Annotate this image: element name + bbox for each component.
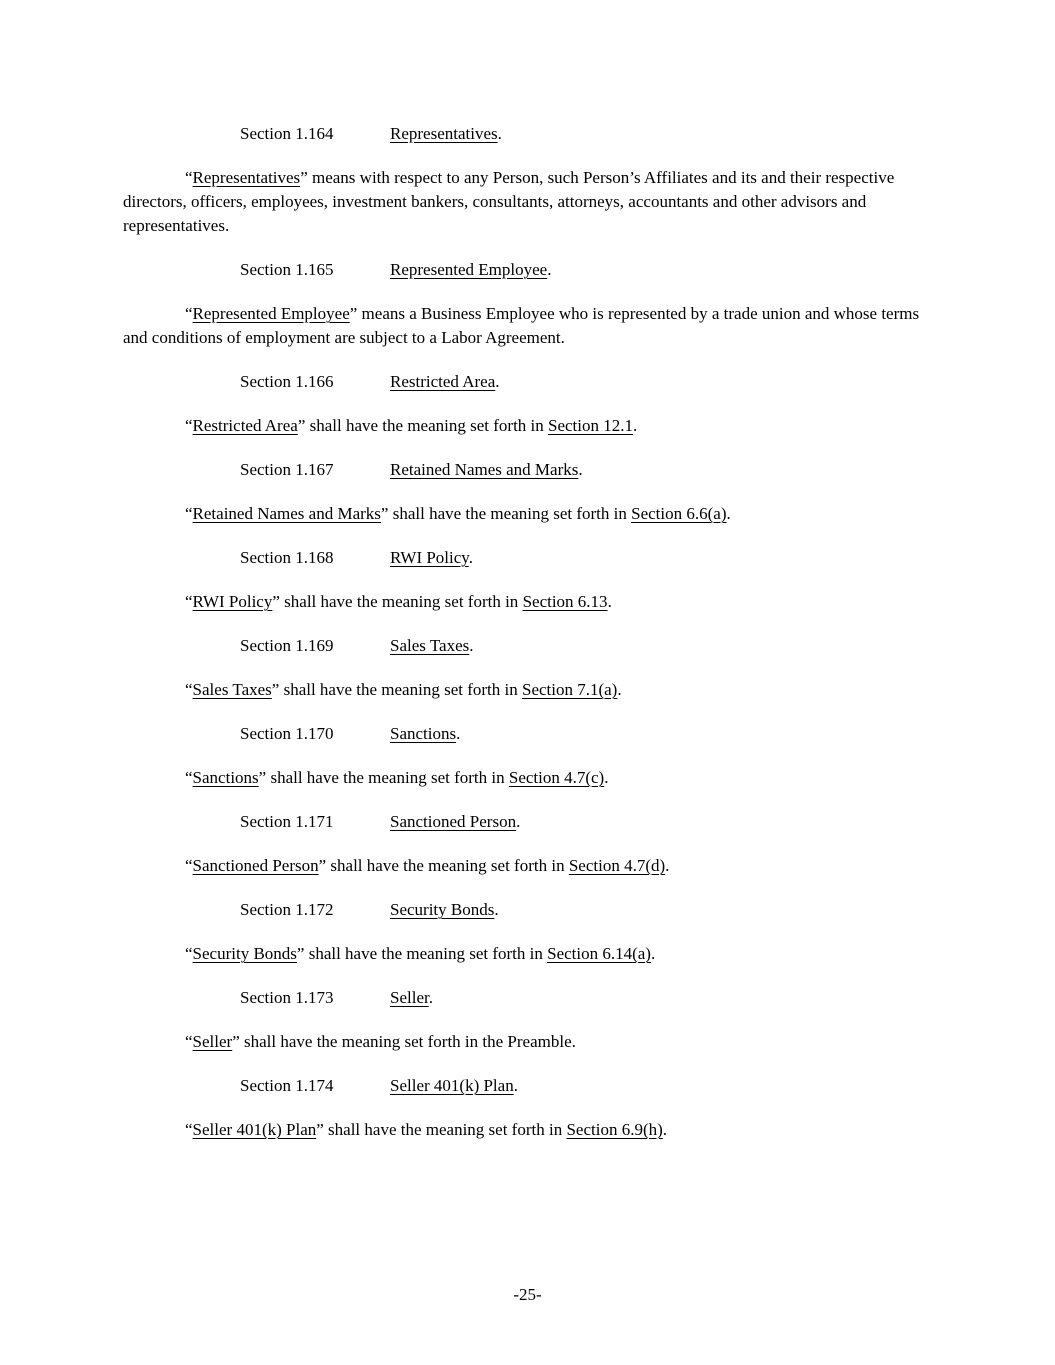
heading-period: . [547,260,552,279]
section-heading [123,898,934,922]
text-run: ” shall have the meaning set forth in [296,944,548,963]
definition-paragraph [123,166,934,238]
text-run: ” shall have the meaning set forth in [318,856,569,875]
defined-term: Restricted Area [192,416,298,435]
section-title: Seller 401(k) Plan [390,1076,514,1095]
text-run: ” shall have the meaning set forth in the Preamble. [232,1032,576,1051]
defined-term: Seller [192,1032,233,1051]
text-run: “ [185,768,193,787]
section-heading [123,258,934,282]
section-heading [123,722,934,746]
heading-period: . [469,636,474,655]
section-number: Section 1.173 [240,988,334,1007]
text-run: “ [185,1032,193,1051]
text-run: ” shall have the meaning set forth in [271,680,522,699]
section-number: Section 1.174 [240,1076,334,1095]
definition-paragraph [123,854,934,878]
section-heading [123,1074,934,1098]
section-title: Sanctioned Person [390,812,517,831]
cross-reference: Section 4.7(c) [508,768,605,787]
definition-paragraph [123,590,934,614]
text-run: . [650,944,656,963]
text-run: “ [185,168,193,187]
page-number: -25- [513,1285,542,1304]
heading-period: . [494,900,499,919]
text-run: . [633,416,638,435]
definition-paragraph [123,1118,934,1142]
section-heading [123,634,934,658]
heading-period: . [513,1076,518,1095]
section-number: Section 1.172 [240,900,334,919]
cross-reference: Section 6.13 [522,592,608,611]
defined-term: Sanctioned Person [192,856,319,875]
text-run: “ [185,416,193,435]
text-run: ” shall have the meaning set forth in [258,768,509,787]
text-run: “ [185,592,193,611]
section-title: Sales Taxes [390,636,470,655]
text-run: “ [185,856,193,875]
text-run: . [662,1120,668,1139]
definition-paragraph [123,302,934,350]
cross-reference: Section 7.1(a) [521,680,618,699]
definition-paragraph [123,942,934,966]
defined-term: Sales Taxes [192,680,272,699]
text-run: ” shall have the meaning set forth in [380,504,632,523]
text-run: “ [185,944,193,963]
text-run: . [604,768,609,787]
cross-reference: Section 4.7(d) [568,856,666,875]
cross-reference: Section 6.6(a) [631,504,727,523]
section-heading [123,122,934,146]
definition-paragraph [123,766,934,790]
section-number: Section 1.170 [240,724,334,743]
section-title: Represented Employee [390,260,548,279]
heading-period: . [428,988,433,1007]
text-run: “ [185,504,193,523]
section-title: RWI Policy [390,548,469,567]
text-run: “ [185,304,193,323]
text-run: “ [185,1120,193,1139]
defined-term: Sanctions [192,768,259,787]
text-run: “ [185,680,193,699]
section-heading [123,458,934,482]
heading-period: . [578,460,583,479]
text-run: . [665,856,670,875]
defined-term: RWI Policy [192,592,273,611]
defined-term: Seller 401(k) Plan [192,1120,317,1139]
section-number: Section 1.165 [240,260,334,279]
heading-period: . [468,548,473,567]
section-number: Section 1.171 [240,812,334,831]
section-heading [123,810,934,834]
section-heading [123,546,934,570]
section-title: Retained Names and Marks [390,460,579,479]
defined-term: Security Bonds [192,944,297,963]
defined-term: Represented Employee [192,304,350,323]
defined-term: Representatives [192,168,301,187]
definition-paragraph [123,678,934,702]
text-run: ” shall have the meaning set forth in [272,592,523,611]
text-run: . [726,504,731,523]
definition-paragraph [123,1030,934,1054]
text-run: ” shall have the meaning set forth in [297,416,549,435]
text-run: ” means a Business Employee who is represented by a trade union and whose terms and conditions of employment are subject to a Labor Agreement. [123,304,920,347]
section-number: Section 1.167 [240,460,334,479]
section-title: Sanctions [390,724,457,743]
cross-reference: Section 6.14(a) [547,944,651,963]
section-heading [123,370,934,394]
cross-reference: Section 6.9(h) [566,1120,663,1139]
section-title: Representatives [390,124,498,143]
section-number: Section 1.166 [240,372,334,391]
heading-period: . [456,724,461,743]
heading-period: . [516,812,521,831]
cross-reference: Section 12.1 [548,416,634,435]
heading-period: . [497,124,502,143]
section-title: Security Bonds [390,900,495,919]
text-run: ” means with respect to any Person, such Person’s Affiliates and its and their respective directors, officers, employees, investment bankers, consultants, attorneys, accountants and other advisors and representatives. [123,168,895,235]
definitions-list [123,122,934,1142]
text-run: ” shall have the meaning set forth in [316,1120,567,1139]
text-run: . [617,680,622,699]
section-number: Section 1.164 [240,124,334,143]
definition-paragraph [123,414,934,438]
defined-term: Retained Names and Marks [192,504,381,523]
section-number: Section 1.168 [240,548,334,567]
section-number: Section 1.169 [240,636,334,655]
text-run: . [607,592,612,611]
section-heading [123,986,934,1010]
section-title: Seller [390,988,429,1007]
definition-paragraph [123,502,934,526]
heading-period: . [495,372,500,391]
section-title: Restricted Area [390,372,496,391]
